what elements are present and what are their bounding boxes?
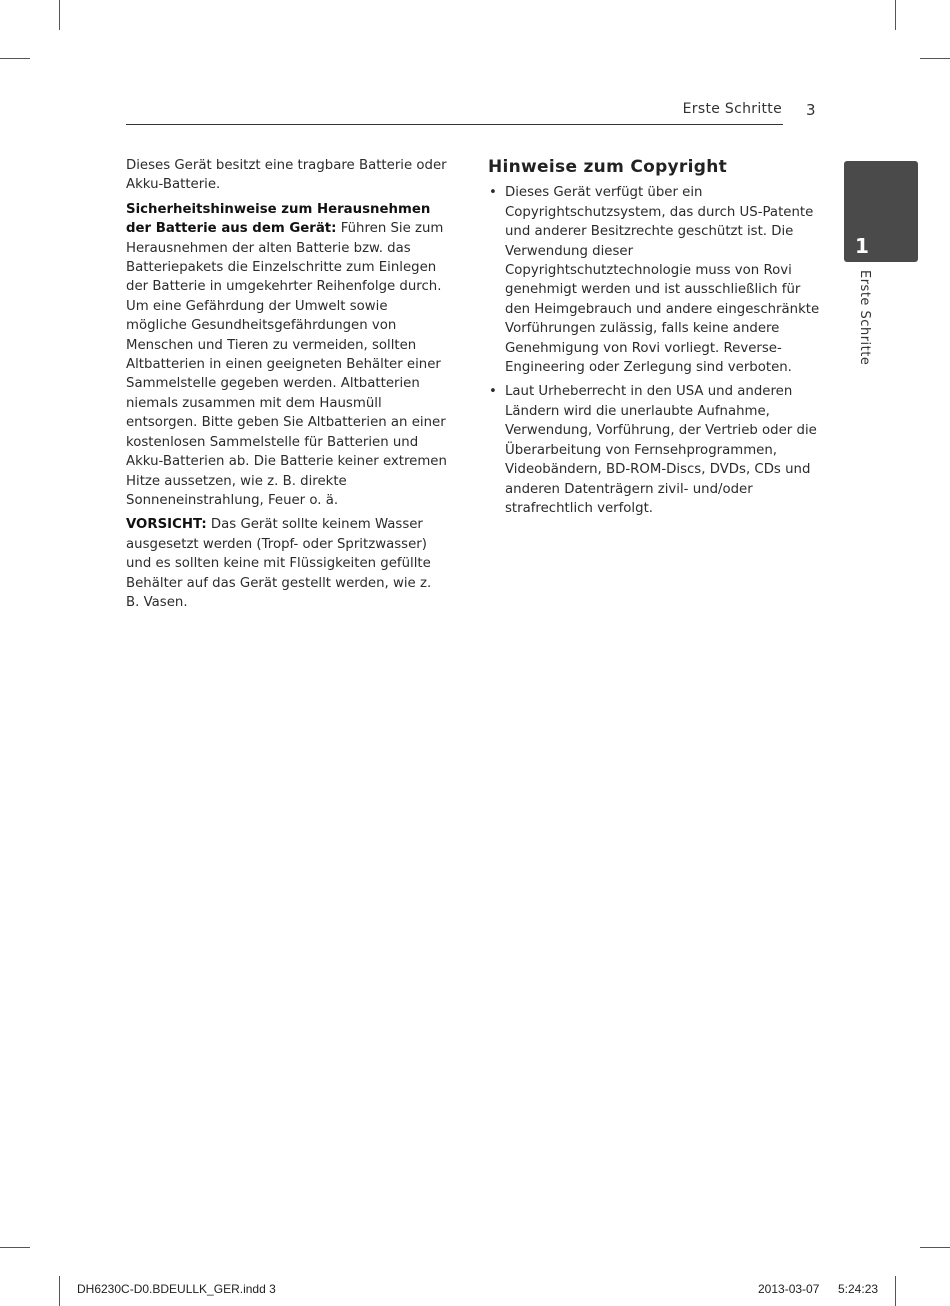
caution-paragraph	[126, 515, 448, 612]
battery-safety-heading: Sicherheitshinweise zum Herausnehmen der Batterie aus dem Gerät:	[126, 201, 431, 237]
crop-mark	[0, 1247, 30, 1248]
left-column	[126, 156, 448, 617]
list-item	[488, 382, 820, 518]
footer-file-info: DH6230C-D0.BDEULLK_GER.indd 3	[77, 1282, 276, 1296]
crop-mark	[895, 0, 896, 30]
crop-mark	[59, 0, 60, 30]
battery-safety-paragraph	[126, 200, 448, 511]
page-number: 3	[806, 101, 816, 119]
chapter-tab-label: Erste Schritte	[857, 270, 872, 366]
caution-label: VORSICHT:	[126, 517, 207, 533]
battery-safety-text: Führen Sie zum Herausnehmen der alten Batterie bzw. das Batteriepakets die Einzelschritte zum Einlegen der Batterie in umgekehrter Reihenfolge durch. Um eine Gefährdung der Umwelt sowie mögliche Gesundheitsgefährdungen von Menschen und Tieren zu vermeiden, sollten Altbatterien in einen geeigneten Behälter einer Sammelstelle gegeben werden. Altbatterien niemals zusammen mit dem Hausmüll entsorgen. Bitte geben Sie Altbatterien an einer kostenlosen Sammelstelle für Batterien und Akku-Batterien ab. Die Batterie keiner extremen Hitze aussetzen, wie z. B. direkte Sonneneinstrahlung, Feuer o. ä.	[126, 221, 447, 508]
bullet-icon: •	[489, 185, 497, 201]
copyright-heading: Hinweise zum Copyright	[488, 157, 728, 177]
chapter-number: 1	[855, 234, 869, 258]
running-header-title: Erste Schritte	[682, 101, 782, 117]
crop-mark	[0, 58, 30, 59]
header-rule	[126, 124, 783, 125]
bullet-icon: •	[489, 384, 497, 400]
copyright-list	[488, 183, 820, 518]
crop-mark	[895, 1276, 896, 1306]
footer-date: 2013-03-07	[758, 1282, 820, 1296]
right-column	[488, 156, 820, 523]
list-item-text: Dieses Gerät verfügt über ein Copyrightschutzsystem, das durch US-Patente und anderer Besitzrechte geschützt ist. Die Verwendung dieser Copyrightschutztechnologie muss von Rovi genehmigt werden und ist ausschließlich für den Heimgebrauch und andere eingeschränkte Vorführungen zulässig, falls keine andere Genehmigung von Rovi vorliegt. Reverse-Engineering oder Zerlegung sind verboten.	[505, 185, 820, 376]
battery-intro: Dieses Gerät besitzt eine tragbare Batterie oder Akku-Batterie.	[126, 158, 447, 193]
list-item	[488, 183, 820, 377]
caution-text: Das Gerät sollte keinem Wasser ausgesetzt werden (Tropf- oder Spritzwasser) und es sollten keine mit Flüssigkeiten gefüllte Behälter auf das Gerät gestellt werden, wie z. B. Vasen.	[126, 517, 432, 610]
crop-mark	[920, 1247, 950, 1248]
crop-mark	[59, 1276, 60, 1306]
footer-time: 5:24:23	[838, 1282, 879, 1296]
list-item-text: Laut Urheberrecht in den USA und anderen Ländern wird die unerlaubte Aufnahme, Verwendung, Vorführung, der Vertrieb oder die Überarbeitung von Fernsehprogrammen, Videobändern, BD-ROM-Discs, DVDs, CDs und anderen Datenträgern zivil- und/oder strafrechtlich verfolgt.	[505, 384, 817, 516]
crop-mark	[920, 58, 950, 59]
